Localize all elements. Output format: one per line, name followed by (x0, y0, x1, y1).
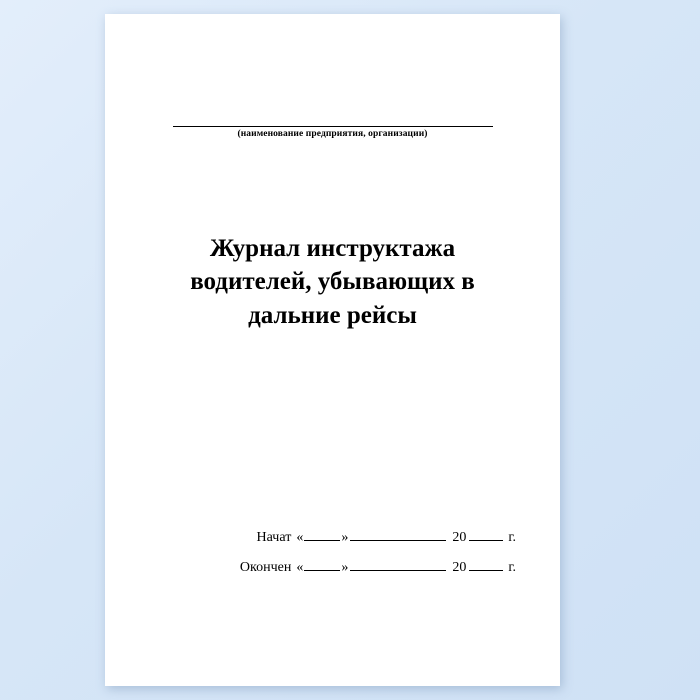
finished-quote-open: « (296, 560, 304, 575)
finished-year-field[interactable] (469, 570, 503, 571)
finished-quote-close: » (341, 560, 349, 575)
document-footer (105, 530, 560, 590)
finished-row (105, 560, 560, 576)
finished-year-suffix: г. (508, 560, 516, 575)
started-quote-open: « (296, 530, 304, 545)
started-year-prefix: 20 (452, 530, 467, 545)
organization-name-caption: (наименование предприятия, организации) (237, 129, 428, 139)
started-label: Начат (256, 530, 292, 545)
started-year-field[interactable] (469, 540, 503, 541)
page-title: Журнал инструктажа водителей, убывающих в дальние рейсы (190, 235, 475, 329)
finished-label: Окончен (239, 560, 292, 575)
organization-name-fill-line (173, 106, 493, 127)
finished-year-prefix: 20 (452, 560, 467, 575)
started-row (105, 530, 560, 546)
finished-day-field[interactable] (304, 570, 340, 571)
document-page (105, 14, 560, 686)
started-quote-close: » (341, 530, 349, 545)
started-year-suffix: г. (508, 530, 516, 545)
finished-month-field[interactable] (350, 570, 446, 571)
started-month-field[interactable] (350, 540, 446, 541)
started-day-field[interactable] (304, 540, 340, 541)
organization-name-block (105, 106, 560, 139)
